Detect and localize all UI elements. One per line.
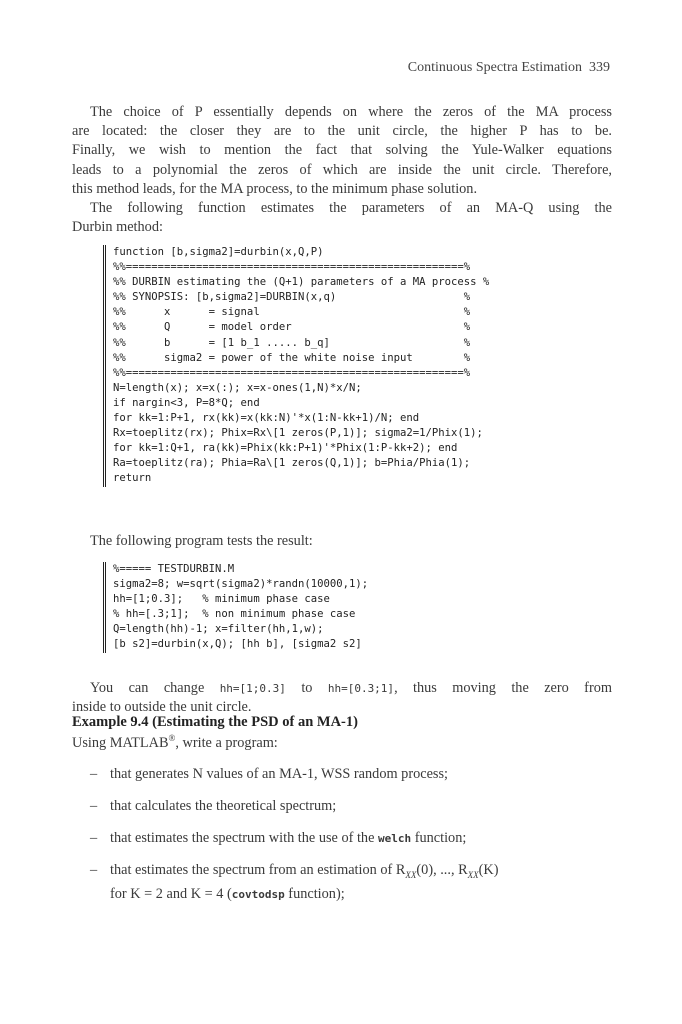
paragraph-change-hh — [72, 679, 612, 717]
text-line: Finally, we wish to mention the fact that solving the Yule-Walker equations — [72, 142, 612, 159]
code-line: Ra=toeplitz(ra); Phia=Ra\[1 zeros(Q,1)]; b=Phia/Phia(1); — [113, 457, 471, 470]
code-line: Q=length(hh)-1; x=filter(hh,1,w); — [113, 623, 324, 636]
text-span: Using MATLAB — [72, 734, 169, 751]
paragraph-choice-of-p — [72, 103, 612, 199]
example-heading: Example 9.4 (Estimating the PSD of an MA-1) — [72, 714, 358, 730]
text-line: Durbin method: — [72, 219, 163, 236]
list-item — [90, 797, 615, 816]
list-item-text: (K) — [478, 862, 499, 878]
code-line: [b s2]=durbin(x,Q); [hh b], [sigma2 s2] — [113, 638, 362, 651]
list-dash: – — [90, 862, 98, 878]
code-line: %%=====================================================% — [113, 261, 471, 274]
subscript: XX — [467, 869, 479, 880]
text-line: this method leads, for the MA process, to the minimum phase solution. — [72, 180, 478, 197]
code-line: %% DURBIN estimating the (Q+1) parameters of a MA process % — [113, 276, 490, 289]
list-item — [90, 765, 615, 784]
text-line: are located: the closer they are to the unit circle, the higher P has to be. — [72, 123, 612, 140]
code-line: %% b = [1 b_1 ..... b_q] % — [113, 336, 471, 349]
list-dash: – — [90, 766, 98, 782]
text-line: leads to a polynomial the zeros of which are inside the unit circle. Therefore, — [72, 161, 612, 178]
list-item-text: (0), ..., R — [416, 862, 468, 878]
registered-mark: ® — [168, 733, 176, 743]
code-block-testdurbin — [103, 562, 563, 653]
list-item-text: for K = 2 and K = 4 ( — [110, 885, 232, 902]
inline-code: welch — [378, 832, 412, 845]
running-title: Continuous Spectra Estimation — [407, 60, 582, 75]
inline-code: hh=[1;0.3] — [219, 682, 286, 695]
paragraph-durbin-intro — [72, 199, 612, 237]
text-line: The choice of P essentially depends on where the zeros of the MA process — [90, 104, 612, 120]
list-item-text: function); — [284, 885, 345, 902]
code-line: hh=[1;0.3]; % minimum phase case — [113, 593, 330, 606]
list-dash: – — [90, 798, 98, 814]
list-item-text: that estimates the spectrum from an estimation of R — [110, 862, 406, 878]
code-line: N=length(x); x=x(:); x=x-ones(1,N)*x/N; — [113, 381, 362, 394]
code-line: for kk=1:Q+1, ra(kk)=Phix(kk:P+1)'*Phix(1:P-kk+2); end — [113, 442, 458, 455]
text-line: inside to outside the unit circle. — [72, 699, 252, 716]
code-line: sigma2=8; w=sqrt(sigma2)*randn(10000,1); — [113, 578, 369, 591]
text-span: , write a program: — [175, 734, 278, 751]
code-line: %===== TESTDURBIN.M — [113, 563, 235, 575]
inline-code: covtodsp — [231, 887, 285, 901]
code-line: return — [113, 472, 152, 485]
list-item-text: that calculates the theoretical spectrum; — [110, 798, 337, 814]
example-intro — [72, 733, 278, 752]
code-line: if nargin<3, P=8*Q; end — [113, 396, 260, 409]
code-line: %% x = signal % — [113, 306, 471, 319]
subscript: XX — [405, 869, 417, 880]
code-line: %%=====================================================% — [113, 366, 471, 379]
paragraph-test-intro — [72, 532, 612, 551]
code-line: for kk=1:P+1, rx(kk)=x(kk:N)'*x(1:N-kk+1)/N; end — [113, 412, 420, 425]
text-line — [72, 679, 612, 698]
code-line: %% SYNOPSIS: [b,sigma2]=DURBIN(x,q) % — [113, 291, 471, 304]
code-line: %% Q = model order % — [113, 321, 471, 334]
text-line: The following program tests the result: — [90, 533, 313, 549]
code-line: %% sigma2 = power of the white noise input % — [113, 351, 471, 364]
code-line: Rx=toeplitz(rx); Phix=Rx\[1 zeros(P,1)]; sigma2=1/Phix(1); — [113, 427, 483, 440]
text-line: The following function estimates the parameters of an MA-Q using the — [90, 200, 612, 216]
text-span: You can change — [90, 680, 220, 696]
text-span: to — [285, 680, 328, 696]
code-block-durbin — [103, 245, 563, 487]
code-line: % hh=[.3;1]; % non minimum phase case — [113, 608, 356, 621]
list-item-text: function; — [411, 830, 467, 846]
running-header — [408, 60, 610, 76]
page-number: 339 — [589, 60, 610, 75]
list-dash: – — [90, 830, 98, 846]
list-item — [90, 861, 615, 904]
text-span: , thus moving the zero from — [394, 680, 612, 696]
list-item-text: that generates N values of an MA-1, WSS random process; — [110, 766, 449, 782]
inline-code: hh=[0.3;1] — [327, 682, 395, 695]
code-line: function [b,sigma2]=durbin(x,Q,P) — [113, 246, 324, 258]
list-item-text: that estimates the spectrum with the use of the — [110, 830, 378, 846]
list-item — [90, 829, 615, 848]
